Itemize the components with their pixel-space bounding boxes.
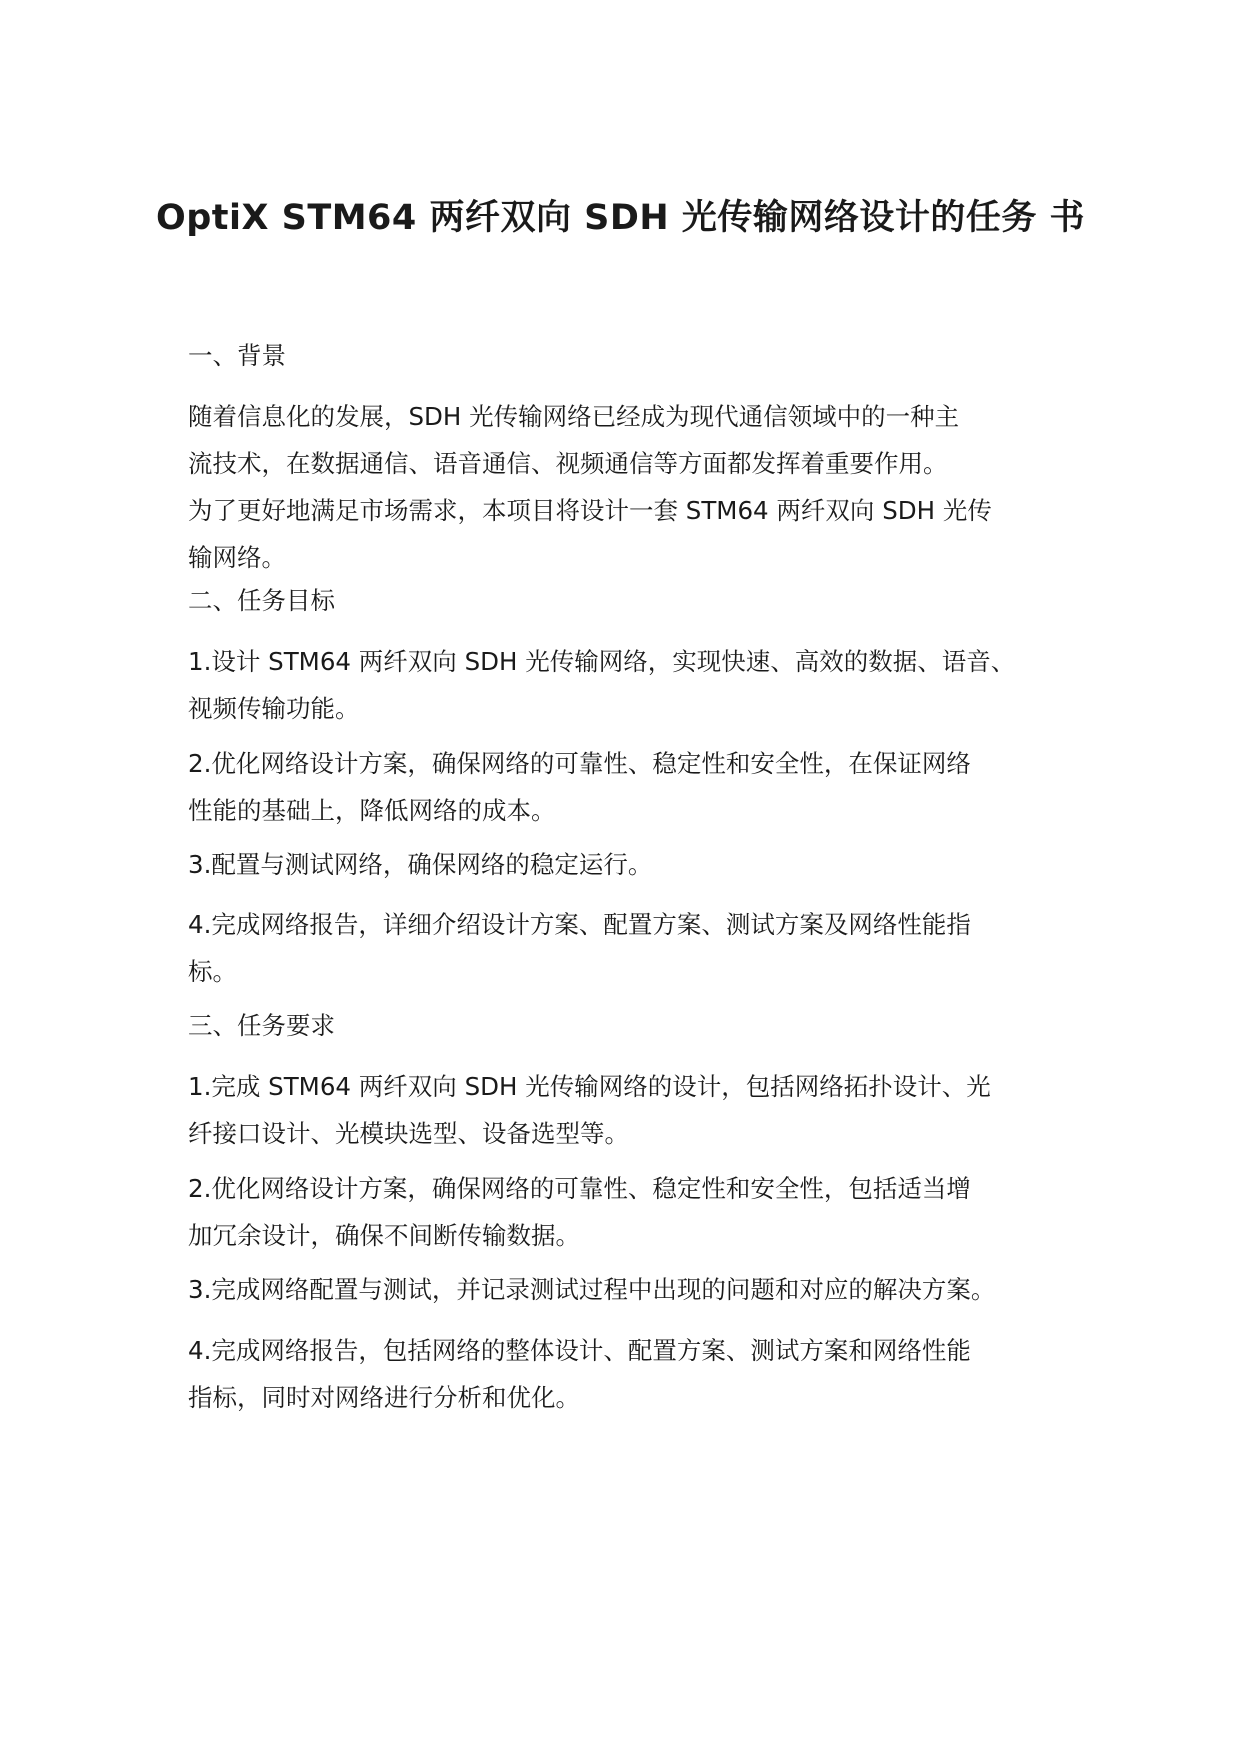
section-heading-requirements: 三、任务要求 — [188, 1011, 335, 1040]
requirement-item-1: 1.完成 STM64 两纤双向 SDH 光传输网络的设计，包括网络拓扑设计、光 纤接口设计、光模块选型、设备选型等。 — [188, 1072, 991, 1148]
goal-item-3: 3.配置与测试网络，确保网络的稳定运行。 — [188, 850, 653, 879]
goal-item-1: 1.设计 STM64 两纤双向 SDH 光传输网络，实现快速、高效的数据、语音、 视频传输功能。 — [188, 647, 1016, 723]
section-heading-goals: 二、任务目标 — [188, 586, 335, 615]
requirement-item-3: 3.完成网络配置与测试，并记录测试过程中出现的问题和对应的解决方案。 — [188, 1275, 996, 1304]
goal-item-2: 2.优化网络设计方案，确保网络的可靠性、稳定性和安全性，在保证网络 性能的基础上，降低网络的成本。 — [188, 749, 971, 825]
requirement-item-2: 2.优化网络设计方案，确保网络的可靠性、稳定性和安全性，包括适当增 加冗余设计，确保不间断传输数据。 — [188, 1174, 971, 1250]
document-title: OptiX STM64 两纤双向 SDH 光传输网络设计的任务 书 — [155, 198, 1086, 238]
section-heading-background: 一、背景 — [188, 341, 286, 370]
goal-item-4: 4.完成网络报告，详细介绍设计方案、配置方案、测试方案及网络性能指 标。 — [188, 910, 971, 986]
background-paragraph: 随着信息化的发展，SDH 光传输网络已经成为现代通信领域中的一种主 流技术，在数据通信、语音通信、视频通信等方面都发挥着重要作用。 为了更好地满足市场需求，本项目将设计一套 STM64 两纤双向 SDH 光传 输网络。 — [188, 402, 992, 572]
requirement-item-4: 4.完成网络报告，包括网络的整体设计、配置方案、测试方案和网络性能 指标，同时对网络进行分析和优化。 — [188, 1336, 971, 1412]
